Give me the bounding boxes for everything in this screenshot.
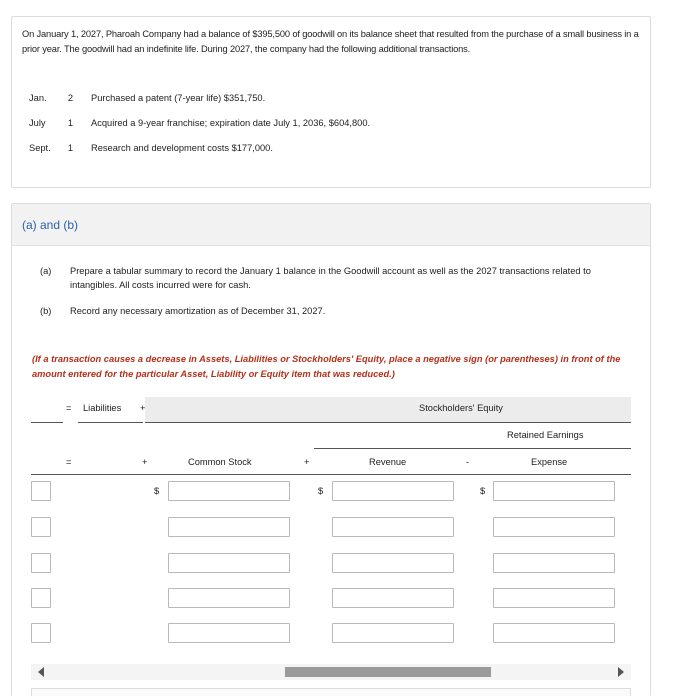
dollar-sign: $ — [318, 486, 324, 496]
common-stock-input[interactable] — [168, 481, 290, 501]
revenue-input[interactable] — [332, 481, 454, 501]
part-title: (a) and (b) — [22, 218, 79, 232]
revenue-input[interactable] — [332, 588, 454, 608]
revenue-input[interactable] — [332, 623, 454, 643]
retained-earnings-rule — [314, 448, 631, 449]
plus-sign: + — [140, 403, 146, 413]
part-header — [12, 204, 650, 246]
column-rule — [31, 474, 631, 475]
horizontal-scrollbar[interactable] — [31, 664, 631, 680]
transaction-description: Purchased a patent (7-year life) $351,750. — [91, 93, 266, 103]
header-rule — [78, 422, 143, 423]
equity-header-band — [145, 397, 631, 423]
step-text: Record any necessary amortization as of December 31, 2027. — [70, 306, 326, 316]
step-letter: (b) — [40, 306, 52, 316]
dollar-sign: $ — [480, 486, 486, 496]
scroll-right-icon[interactable] — [618, 667, 624, 677]
expense-input[interactable] — [493, 623, 615, 643]
common-stock-input[interactable] — [168, 623, 290, 643]
transaction-month: Jan. — [29, 93, 47, 103]
expense-input[interactable] — [493, 553, 615, 573]
revenue-input[interactable] — [332, 517, 454, 537]
step-text: Prepare a tabular summary to record the January 1 balance in the Goodwill account as well as the 2027 transactions related to intangibles. All costs incurred were for cash. — [70, 266, 591, 290]
equals-sign: = — [66, 457, 72, 467]
liabilities-header: Liabilities — [83, 403, 122, 413]
expense-input[interactable] — [493, 517, 615, 537]
plus-sign: + — [142, 457, 148, 467]
stockholders-equity-header: Stockholders' Equity — [419, 403, 503, 413]
transaction-day: 1 — [67, 118, 73, 128]
transaction-row — [12, 118, 650, 132]
dollar-sign: $ — [154, 486, 160, 496]
transaction-day: 1 — [67, 143, 73, 153]
transaction-description: Acquired a 9-year franchise; expiration date July 1, 2036, $604,800. — [91, 118, 371, 128]
scroll-left-icon[interactable] — [38, 667, 44, 677]
liabilities-input[interactable] — [31, 588, 51, 608]
expense-header: Expense — [531, 457, 568, 467]
next-section-edge — [31, 688, 631, 696]
instruction-note: (If a transaction causes a decrease in Assets, Liabilities or Stockholders' Equity, place a negative sign (or parentheses) in front of the amount entered for the particular Asset, Liability or Equity item that was reduced.) — [32, 354, 621, 379]
common-stock-input[interactable] — [168, 553, 290, 573]
liabilities-input[interactable] — [31, 553, 51, 573]
equals-sign: = — [66, 403, 72, 413]
liabilities-input[interactable] — [31, 623, 51, 643]
problem-card — [11, 16, 651, 188]
transaction-month: Sept. — [29, 143, 51, 153]
header-rule — [31, 422, 63, 423]
retained-earnings-header: Retained Earnings — [507, 430, 584, 440]
revenue-header: Revenue — [369, 457, 407, 467]
step-letter: (a) — [40, 266, 52, 276]
common-stock-input[interactable] — [168, 517, 290, 537]
minus-sign: - — [466, 457, 470, 467]
common-stock-header: Common Stock — [188, 457, 252, 467]
problem-statement: On January 1, 2027, Pharoah Company had a balance of $395,500 of goodwill on its balance sheet that resulted from the purchase of a small business in a prior year. The goodwill had an indefinite life. During 2027, the company had the following additional transactions. — [22, 29, 639, 54]
transaction-day: 2 — [67, 93, 73, 103]
transaction-description: Research and development costs $177,000. — [91, 143, 273, 153]
transaction-row — [12, 143, 650, 157]
common-stock-input[interactable] — [168, 588, 290, 608]
scrollbar-thumb[interactable] — [285, 667, 491, 677]
transaction-month: July — [29, 118, 46, 128]
revenue-input[interactable] — [332, 553, 454, 573]
expense-input[interactable] — [493, 588, 615, 608]
liabilities-input[interactable] — [31, 481, 51, 501]
header-rule — [145, 422, 631, 423]
liabilities-input[interactable] — [31, 517, 51, 537]
transaction-row — [12, 93, 650, 107]
plus-sign: + — [304, 457, 310, 467]
expense-input[interactable] — [493, 481, 615, 501]
